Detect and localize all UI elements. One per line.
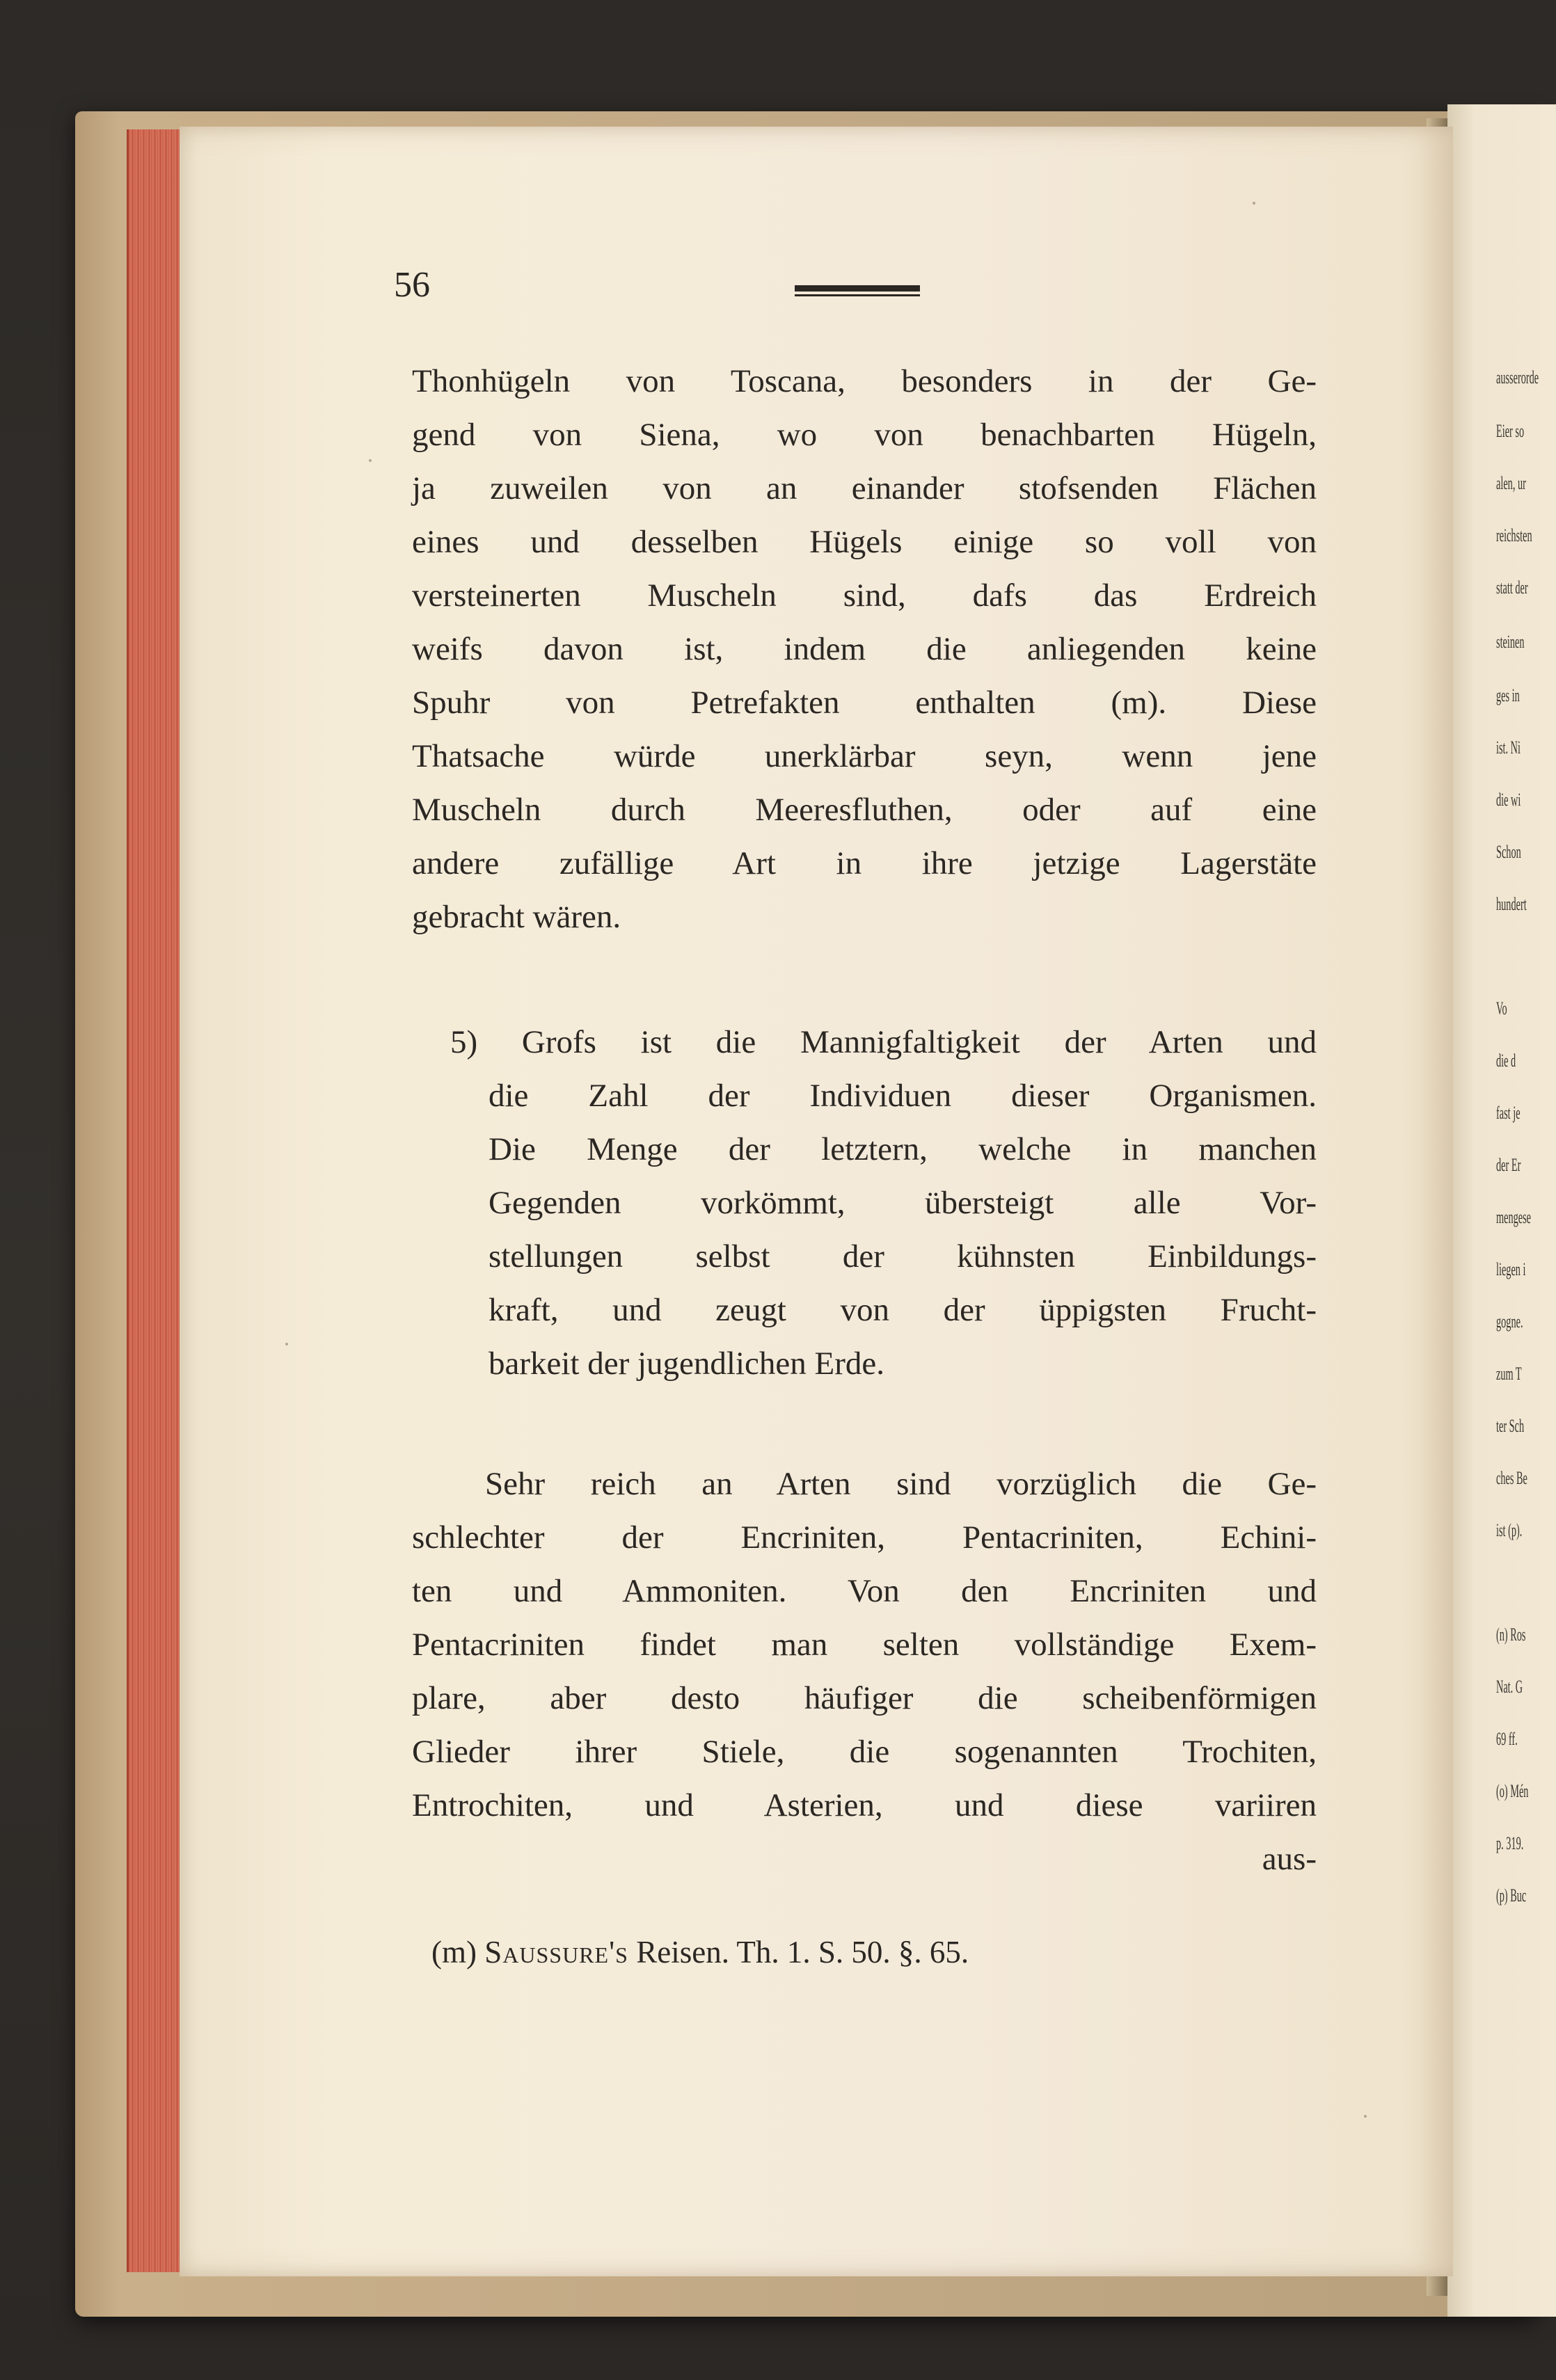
facing-page-line: ter Sch [1496, 1416, 1525, 1436]
paragraph-continuation [412, 355, 1317, 944]
facing-page-line: Nat. G [1496, 1677, 1523, 1697]
text-line: Spuhr von Petrefakten enthalten (m). Diese [412, 685, 1317, 721]
paper-speck [1364, 2115, 1367, 2118]
text-line: Die Menge der letztern, welche in manchen [489, 1131, 1317, 1167]
facing-page-line: die wi [1496, 790, 1521, 810]
text-line: die Zahl der Individuen dieser Organismen. [489, 1078, 1317, 1114]
text-line: schlechter der Encriniten, Pentacriniten, Echini- [412, 1519, 1317, 1556]
text-line: stellungen selbst der kühnsten Einbildungs- [489, 1238, 1317, 1275]
footnote-mark: (m) [431, 1935, 477, 1970]
paragraph [412, 1457, 1317, 1886]
text-line: weifs davon ist, indem die anliegenden keine [412, 631, 1317, 667]
paper-speck [1253, 202, 1255, 205]
page-number: 56 [394, 265, 430, 305]
text-line: 5) Grofs ist die Mannigfaltigkeit der Arten und [450, 1024, 1317, 1060]
text-line: Thatsache würde unerklärbar seyn, wenn jene [412, 738, 1317, 774]
text-line: barkeit der jugendlichen Erde. [489, 1345, 884, 1382]
facing-page-line: 69 ff. [1496, 1729, 1518, 1749]
footnote-reference: Reisen. Th. 1. S. 50. §. 65. [636, 1935, 969, 1970]
facing-page-line: alen, ur [1496, 473, 1526, 493]
facing-page-line: ges in [1496, 685, 1520, 705]
facing-page-line: ist (p). [1496, 1520, 1523, 1540]
facing-page-line: gogne. [1496, 1311, 1523, 1332]
facing-page [1447, 104, 1556, 2317]
text-line: gend von Siena, wo von benachbarten Hügeln, [412, 417, 1317, 453]
text-line: Entrochiten, und Asterien, und diese variiren [412, 1787, 1317, 1823]
facing-page-line: ausserorde [1496, 367, 1539, 388]
facing-page-line: fast je [1496, 1103, 1521, 1123]
facing-page-line: zum T [1496, 1364, 1522, 1384]
text-line: gebracht wären. [412, 899, 621, 935]
facing-page-line: steinen [1496, 632, 1525, 652]
facing-page-line: Schon [1496, 842, 1521, 862]
text-line: Muscheln durch Meeresfluthen, oder auf eine [412, 792, 1317, 828]
facing-page-line: Eier so [1496, 421, 1525, 441]
numbered-paragraph-5 [412, 1016, 1317, 1391]
footnote [431, 1934, 969, 1970]
text-line: versteinerten Muscheln sind, dafs das Erdreich [412, 577, 1317, 614]
facing-page-line: (n) Ros [1496, 1624, 1526, 1645]
text-line: kraft, und zeugt von der üppigsten Frucht- [489, 1292, 1317, 1328]
text-line: ten und Ammoniten. Von den Encriniten und [412, 1573, 1317, 1609]
text-line: Thonhügeln von Toscana, besonders in der Ge- [412, 363, 1317, 399]
red-page-edges [127, 129, 184, 2272]
text-line: Gegenden vorkömmt, übersteigt alle Vor- [489, 1185, 1317, 1221]
facing-page-line: ist. Ni [1496, 737, 1521, 758]
paper-speck [369, 459, 372, 462]
text-line: ja zuweilen von an einander stofsenden Flächen [412, 470, 1317, 506]
page-header [394, 264, 1312, 313]
facing-page-line: hundert [1496, 894, 1527, 914]
text-line: Pentacriniten findet man selten vollständige Exem- [412, 1627, 1317, 1663]
text-line: andere zufällige Art in ihre jetzige Lagerstäte [412, 845, 1317, 881]
header-rule [795, 285, 920, 299]
text-line: Glieder ihrer Stiele, die sogenannten Trochiten, [412, 1734, 1317, 1770]
footnote-author: Saussure's [484, 1935, 628, 1970]
facing-page-line: statt der [1496, 577, 1528, 598]
facing-page-line: (o) Mén [1496, 1781, 1529, 1801]
facing-page-line: reichsten [1496, 525, 1532, 545]
paper-speck [285, 1343, 288, 1345]
facing-page-line: liegen i [1496, 1259, 1526, 1279]
facing-page-line: Vo [1496, 998, 1507, 1019]
facing-page-line: die d [1496, 1051, 1516, 1071]
facing-page-line: p. 319. [1496, 1833, 1524, 1853]
facing-page-line: (p) Buc [1496, 1885, 1527, 1906]
text-line: eines und desselben Hügels einige so voll von [412, 524, 1317, 560]
text-line: Sehr reich an Arten sind vorzüglich die Ge- [485, 1466, 1317, 1502]
facing-page-line: mengese [1496, 1207, 1532, 1227]
facing-page-line: ches Be [1496, 1468, 1527, 1488]
facing-page-line: der Er [1496, 1155, 1521, 1175]
catchword: aus- [1262, 1841, 1317, 1877]
text-line: plare, aber desto häufiger die scheibenförmigen [412, 1680, 1317, 1716]
